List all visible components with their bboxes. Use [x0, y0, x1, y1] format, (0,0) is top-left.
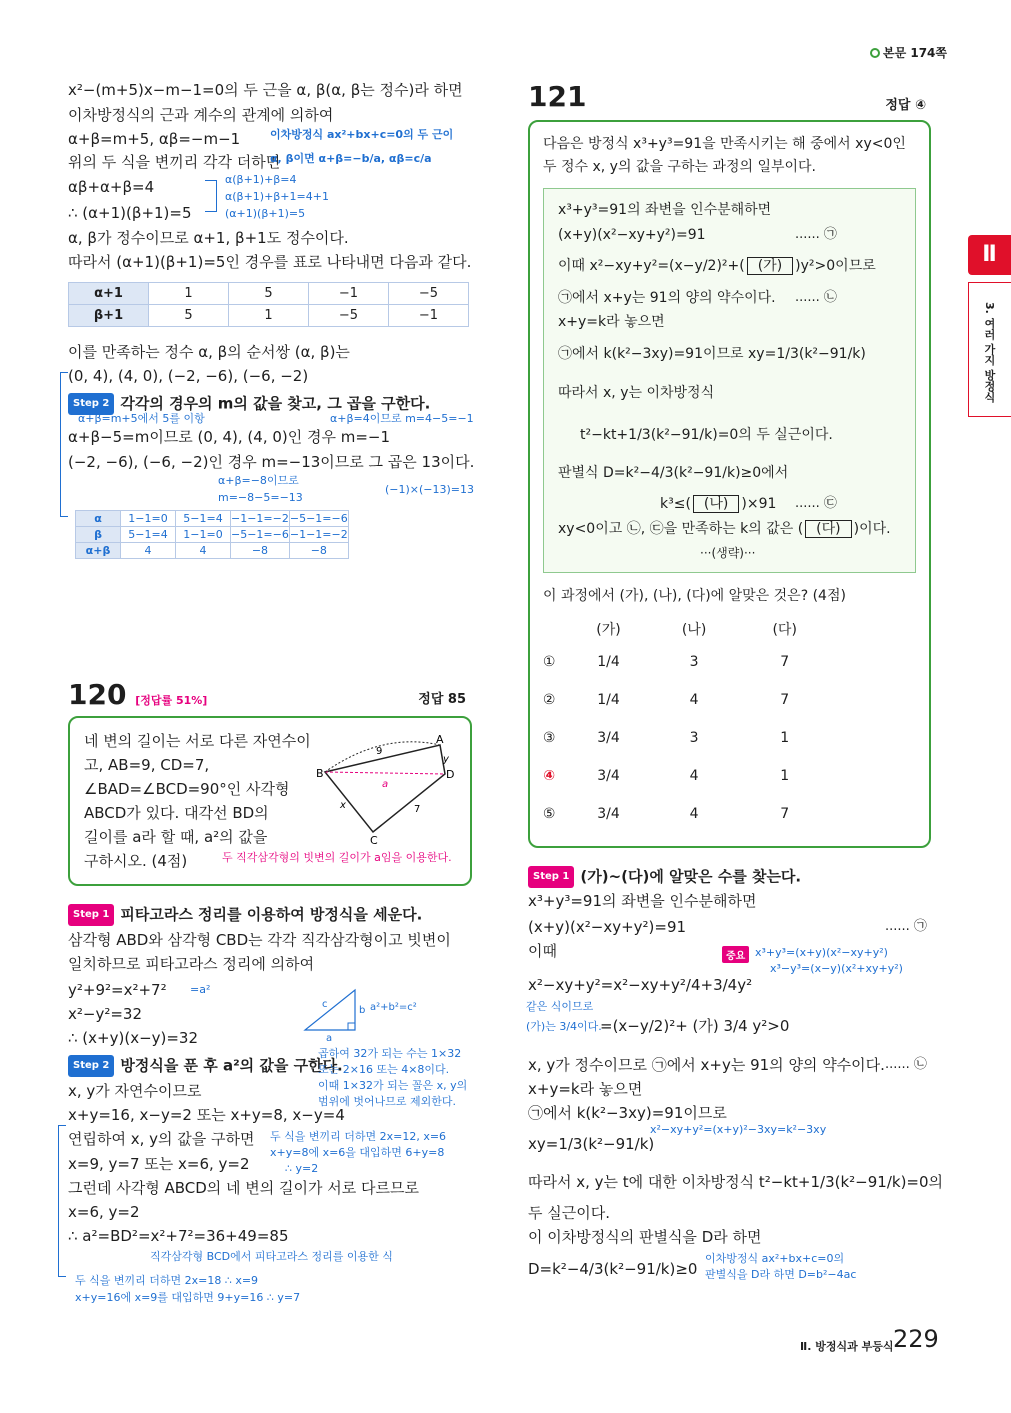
marker: ...... ㉠	[795, 227, 837, 242]
option-value: 4	[689, 692, 699, 708]
text-line: 이를 만족하는 정수 α, β의 순서쌍 (α, β)는	[68, 343, 350, 361]
table-cell	[530, 615, 568, 643]
bracket	[205, 180, 217, 212]
process-line: t²−kt+1/3(k²−91/k)=0의 두 실근이다.	[580, 427, 833, 443]
problem-line: 구하시오. (4점)	[84, 852, 188, 870]
text-line: x²−y²=32	[68, 1005, 143, 1023]
option-value: 3/4	[597, 730, 620, 746]
table-cell: −5−1=−6	[289, 512, 348, 525]
text-line: x, y가 자연수이므로	[68, 1082, 202, 1100]
text-line: x+y=16, x−y=2 또는 x+y=8, x−y=4	[68, 1106, 345, 1124]
table-cell: −5	[389, 283, 469, 305]
annotation: α(β+1)+β=4	[225, 173, 297, 186]
table-cell: −1	[389, 305, 469, 327]
table-cell: 5	[229, 283, 309, 305]
label-a: a	[382, 779, 389, 790]
problem-line: 네 변의 길이는 서로 다른 자연수이	[84, 732, 311, 750]
annotation: (가)는 3/4이다.	[526, 1020, 602, 1033]
annotation: α(β+1)+β+1=4+1	[225, 190, 329, 203]
footer-chapter: Ⅱ. 방정식과 부등식	[800, 1340, 894, 1353]
annotation: α, β이면 α+β=−b/a, αβ=c/a	[270, 152, 432, 165]
marker: ...... ㉡	[885, 1057, 927, 1072]
text-line: 연립하여 x, y의 값을 구하면	[68, 1130, 255, 1148]
bracket-line	[60, 372, 68, 517]
annotation: 또는 2×16 또는 4×8이다.	[318, 1063, 450, 1076]
option-number: ③	[542, 730, 556, 746]
option-value: 7	[780, 806, 790, 822]
process-line: 따라서 x, y는 이차방정식	[558, 385, 715, 401]
text-line: 이 이차방정식의 판별식을 D라 하면	[528, 1228, 762, 1246]
annotation: x²−xy+y²=(x+y)²−3xy=k²−3xy	[650, 1123, 827, 1136]
text-line: α, β가 정수이므로 α+1, β+1도 정수이다.	[68, 229, 349, 247]
annotation: α+β=−8이므로	[218, 474, 299, 487]
text-line: 일치하므로 피타고라스 정리에 의하여	[68, 955, 315, 973]
tri-label-b: b	[359, 1005, 366, 1016]
process-line: ···(생략)···	[700, 546, 756, 560]
process-line: 이때 x²−xy+y²=(x−y/2)²+( (가) )y²>0이므로	[558, 258, 876, 274]
label-x: x	[340, 800, 346, 811]
marker: ...... ㉢	[795, 496, 837, 511]
text-line: x=9, y=7 또는 x=6, y=2	[68, 1155, 250, 1173]
table-cell: 1	[229, 305, 309, 327]
table-cell: α	[76, 511, 121, 527]
text-line: 이차방정식의 근과 계수의 관계에 의하여	[68, 106, 334, 124]
label-y: y	[443, 754, 449, 765]
annotation: 이차방정식 ax²+bx+c=0의 두 근이	[270, 128, 454, 141]
table-row	[76, 511, 349, 527]
option-value: 1	[780, 768, 790, 784]
process-line: x+y=k라 놓으면	[558, 314, 665, 330]
tri-label-a: a	[326, 1033, 333, 1044]
table-cell: β	[76, 527, 121, 543]
annotation: α+β=m+5에서 5를 이항	[78, 412, 205, 425]
annotation: 직각삼각형 BCD에서 피타고라스 정리를 이용한 식	[150, 1250, 393, 1263]
table-cell: −5	[309, 305, 389, 327]
process-line: ㉠에서 k(k²−3xy)=91이므로 xy=1/3(k²−91/k)	[558, 346, 866, 362]
step1-heading: Step 1 피타고라스 정리를 이용하여 방정식을 세운다.	[68, 904, 422, 926]
option-number: ⑤	[542, 806, 556, 822]
annotation: 두 식을 변끼리 더하면 2x=12, x=6	[270, 1130, 447, 1143]
text-line: αβ+α+β=4	[68, 178, 155, 196]
text-line: (−2, −6), (−6, −2)인 경우 m=−13이므로 그 곱은 13이다.	[68, 453, 475, 471]
table-cell: (나)	[681, 622, 707, 638]
table-row	[76, 527, 349, 543]
table-cell: (다)	[772, 622, 797, 638]
table-cell: (가)	[596, 622, 621, 638]
table-cell: 4	[121, 543, 176, 559]
text-line: ∴ a²=BD²=x²+7²=36+49=85	[68, 1227, 289, 1245]
marker: ...... ㉡	[795, 290, 837, 305]
annotation: 이때 1×32가 되는 꼴은 x, y의	[318, 1079, 468, 1092]
answer-label: 정답 ④	[885, 98, 926, 113]
option-value: 1/4	[597, 654, 620, 670]
table-alpha-beta	[75, 510, 349, 559]
annotation: 곱하여 32가 되는 수는 1×32	[318, 1047, 462, 1060]
annotation: 판별식을 D라 하면 D=b²−4ac	[705, 1268, 857, 1281]
option-value: 4	[689, 806, 699, 822]
label-D: D	[446, 768, 455, 781]
tri-label-c: c	[322, 999, 328, 1010]
option-number: ④	[543, 768, 556, 784]
text-line: ∴ (α+1)(β+1)=5	[68, 204, 192, 222]
problem-number: 120	[68, 678, 127, 711]
annotation: x+y=8에 x=6을 대입하면 6+y=8	[270, 1146, 445, 1159]
table-cell: α+1	[69, 283, 149, 305]
option-value: 1/4	[597, 692, 620, 708]
annotation: 이차방정식 ax²+bx+c=0의	[705, 1252, 845, 1265]
process-line: 판별식 D=k²−4/3(k²−91/k)≥0에서	[558, 465, 789, 481]
problem-line: ∠BAD=∠BCD=90°인 사각형	[84, 780, 290, 798]
marker: ...... ㉠	[885, 919, 927, 934]
text-line: 삼각형 ABD와 삼각형 CBD는 각각 직각삼각형이고 빗변이	[68, 931, 451, 949]
table-cell: 5−1=4	[121, 527, 176, 543]
important-badge: 중요	[722, 946, 749, 963]
annotation: =a²	[190, 983, 211, 996]
annotation: 두 식을 변끼리 더하면 2x=18 ∴ x=9	[75, 1274, 259, 1287]
label-B: B	[316, 767, 324, 780]
text-line: 이때	[528, 942, 557, 960]
problem-number: 121	[528, 80, 587, 113]
bracket-line	[58, 1125, 66, 1277]
table-cell: 4	[176, 543, 231, 559]
step2-heading: Step 2 각각의 경우의 m의 값을 찾고, 그 곱을 구한다.	[68, 393, 430, 415]
text-line: (x+y)(x²−xy+y²)=91	[528, 918, 687, 936]
option-value: 3/4	[597, 806, 620, 822]
annotation: x+y=16에 x=9를 대입하면 9+y=16 ∴ y=7	[75, 1291, 301, 1304]
step1-heading: Step 1 (가)~(다)에 알맞은 수를 찾는다.	[528, 866, 801, 888]
text-line: 그런데 사각형 ABCD의 네 변의 길이가 서로 다르므로	[68, 1179, 420, 1197]
annotation: (−1)×(−13)=13	[385, 483, 475, 496]
step2-heading: Step 2 방정식을 푼 후 a²의 값을 구한다.	[68, 1055, 343, 1077]
correct-rate: [정답률 51%]	[135, 694, 208, 707]
process-line: x³+y³=91의 좌변을 인수분해하면	[558, 202, 772, 218]
table-cell: −8	[289, 543, 348, 559]
text-line: D=k²−4/3(k²−91/k)≥0	[528, 1260, 698, 1278]
text-line: 위의 두 식을 변끼리 각각 더하면	[68, 153, 281, 171]
process-box	[543, 188, 916, 573]
text-line: =(x−y/2)²+ (가) 3/4 y²>0	[600, 1017, 790, 1035]
table-cell: −5−1=−6	[231, 528, 289, 541]
text-line: 따라서 x, y는 t에 대한 이차방정식 t²−kt+1/3(k²−91/k)=0의	[528, 1173, 944, 1191]
text-line: α+β−5=m이므로 (0, 4), (4, 0)인 경우 m=−1	[68, 428, 391, 446]
option-number: ②	[542, 692, 556, 708]
table-alpha-beta-plus-one	[68, 282, 469, 327]
option-value: 4	[689, 768, 699, 784]
hint: 두 직각삼각형의 빗변의 길이가 a임을 이용한다.	[222, 851, 452, 864]
answer-label: 정답 85	[418, 692, 466, 707]
table-row	[69, 283, 469, 305]
text-line: ㉠에서 k(k²−3xy)=91이므로	[528, 1104, 727, 1122]
table-cell: 1−1=0	[176, 527, 231, 543]
annotation: x³−y³=(x−y)(x²+xy+y²)	[770, 962, 903, 975]
process-line: ㉠에서 x+y는 91의 양의 약수이다.	[558, 290, 776, 306]
table-row	[76, 543, 349, 559]
option-row[interactable]	[530, 681, 830, 719]
text-line: ∴ (x+y)(x−y)=32	[68, 1029, 199, 1047]
option-number: ①	[542, 654, 556, 670]
text-line: x+y=k라 놓으면	[528, 1080, 643, 1098]
annotation: (α+1)(β+1)=5	[225, 207, 306, 220]
table-cell: β+1	[69, 305, 149, 327]
text-line: x, y가 정수이므로 ㉠에서 x+y는 91의 양의 약수이다.	[528, 1056, 885, 1074]
table-cell: 5	[149, 305, 229, 327]
text-line: y²+9²=x²+7²	[68, 981, 167, 999]
text-line: x²−xy+y²=x²−xy+y²/4+3/4y²	[528, 976, 753, 994]
annotation: x³+y³=(x+y)(x²−xy+y²)	[755, 946, 888, 959]
label-cd: 7	[414, 804, 421, 815]
table-row	[69, 305, 469, 327]
problem-line: ABCD가 있다. 대각선 BD의	[84, 804, 269, 822]
table-cell: 5−1=4	[176, 511, 231, 527]
table-cell: 1−1=0	[121, 511, 176, 527]
quadrilateral-figure	[310, 732, 460, 847]
problem-121-header	[528, 80, 930, 116]
option-row[interactable]	[530, 719, 830, 757]
problem-120-header	[68, 678, 472, 710]
problem-line: 다음은 방정식 x³+y³=91을 만족시키는 해 중에서 xy<0인	[543, 136, 906, 152]
page-number: 229	[893, 1325, 939, 1353]
process-line: k³≤( (나) )×91	[660, 496, 777, 512]
side-tab-chapter: 3. 여러 가지 방정식	[968, 282, 1011, 417]
text-line: α+β=m+5, αβ=−m−1	[68, 130, 241, 148]
label-A: A	[436, 733, 444, 746]
page-ref: 본문 174쪽	[870, 44, 947, 61]
tri-equation: a²+b²=c²	[370, 1002, 417, 1013]
annotation: ∴ y=2	[285, 1162, 319, 1175]
problem-line: 두 정수 x, y의 값을 구하는 과정의 일부이다.	[543, 159, 817, 175]
problem-line: 길이를 a라 할 때, a²의 값을	[84, 828, 268, 846]
table-cell: 1	[149, 283, 229, 305]
text-line: xy=1/3(k²−91/k)	[528, 1135, 655, 1153]
option-value: 1	[780, 730, 790, 746]
blank-da: (다)	[805, 520, 851, 538]
right-triangle-figure	[300, 985, 420, 1045]
side-tab[interactable]: Ⅱ	[968, 235, 1011, 275]
option-value: 3/4	[597, 768, 620, 784]
annotation: 같은 식이므로	[526, 1000, 594, 1013]
text-line: (0, 4), (4, 0), (−2, −6), (−6, −2)	[68, 367, 309, 385]
option-row[interactable]	[530, 795, 830, 833]
table-cell: −1−1=−2	[231, 512, 289, 525]
option-value: 7	[780, 654, 790, 670]
option-value: 7	[780, 692, 790, 708]
annotation: m=−8−5=−13	[218, 491, 303, 504]
blank-ga: (가)	[747, 257, 793, 275]
table-cell: −1	[309, 283, 389, 305]
options-table	[530, 615, 830, 833]
blank-na: (나)	[693, 495, 739, 513]
annotation: 범위에 벗어나므로 제외한다.	[318, 1095, 457, 1108]
process-line: (x+y)(x²−xy+y²)=91	[558, 227, 706, 243]
question-line: 이 과정에서 (가), (나), (다)에 알맞은 것은? (4점)	[543, 588, 846, 604]
text-line: x³+y³=91의 좌변을 인수분해하면	[528, 892, 757, 910]
option-row-correct[interactable]	[530, 757, 830, 795]
option-row[interactable]	[530, 643, 830, 681]
table-cell: −1−1=−2	[289, 528, 348, 541]
table-row	[530, 615, 830, 643]
label-C: C	[370, 834, 378, 847]
text-line: 두 실근이다.	[528, 1204, 610, 1222]
text-line: x²−(m+5)x−m−1=0의 두 근을 α, β(α, β는 정수)라 하면	[68, 81, 463, 99]
table-cell: −8	[231, 543, 290, 559]
process-line: xy<0이고 ㉡, ㉢을 만족하는 k의 값은 ( (다) )이다.	[558, 521, 891, 537]
circle-icon	[870, 48, 880, 58]
problem-line: 고, AB=9, CD=7,	[84, 756, 210, 774]
text-line: 따라서 (α+1)(β+1)=5인 경우를 표로 나타내면 다음과 같다.	[68, 253, 472, 271]
table-cell: α+β	[76, 543, 121, 559]
option-value: 3	[689, 730, 699, 746]
annotation: α+β=4이므로 m=4−5=−1	[330, 412, 474, 425]
option-value: 3	[689, 654, 699, 670]
text-line: x=6, y=2	[68, 1203, 140, 1221]
label-ab: 9	[376, 746, 383, 757]
